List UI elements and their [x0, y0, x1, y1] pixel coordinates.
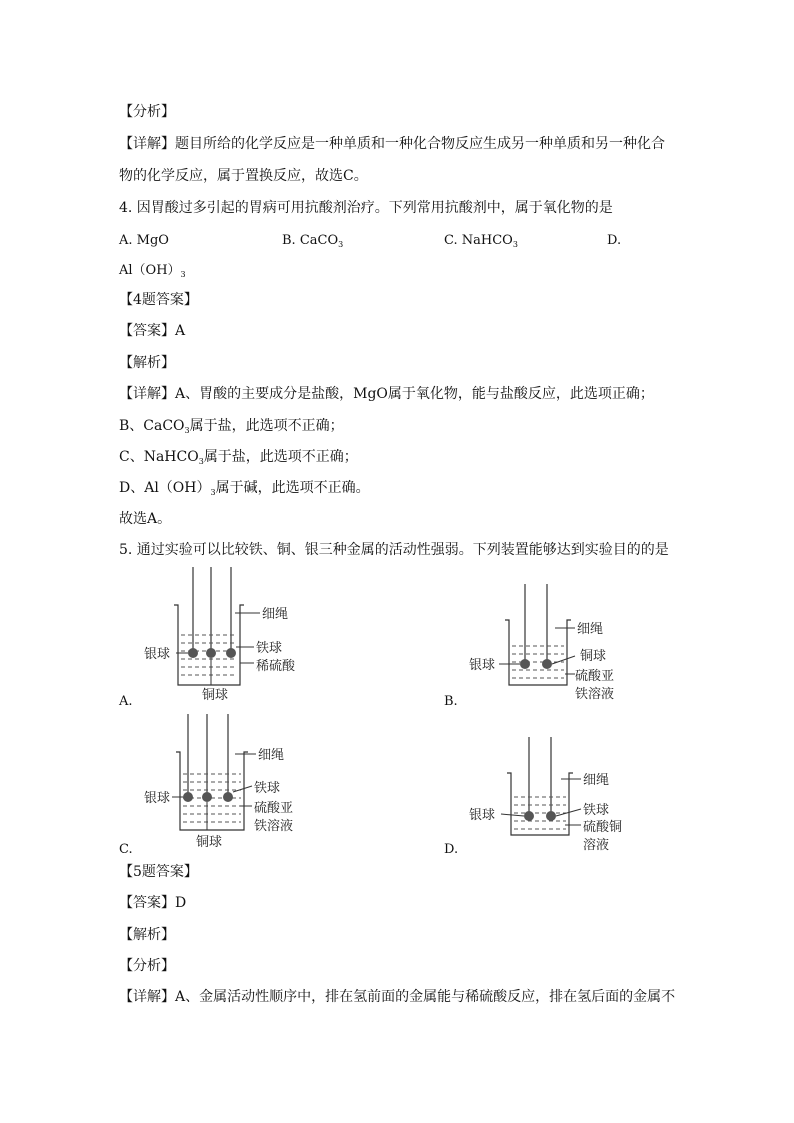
q5-option-c: C. [119, 842, 133, 857]
label-iron-d: 铁球 [583, 803, 610, 818]
label-copper-b: 铜球 [580, 649, 607, 664]
iron-ball-d [546, 811, 556, 821]
q4-option-a: A. MgO [119, 233, 169, 248]
q5-analysis-heading: 【解析】 [119, 927, 175, 943]
diagram-d [465, 735, 645, 860]
q5-fenxi-heading: 【分析】 [119, 958, 175, 974]
beaker-d [507, 773, 573, 835]
q5-option-b: B. [444, 694, 458, 709]
q4-detail-d: D、$Al(OH)_3$属于碱，此选项不正确。 [119, 480, 370, 497]
label-silver-d: 银球 [469, 808, 496, 823]
label-silver-a: 银球 [144, 647, 171, 662]
diagram-b [465, 580, 645, 710]
label-solution-b-2: 铁溶液 [575, 687, 615, 702]
diagram-a [140, 565, 320, 705]
q5-answer: 【答案】D [119, 895, 187, 911]
diagram-c [140, 712, 320, 857]
iron-ball-c [223, 792, 233, 802]
question-5: 5. 通过实验可以比较铁、铜、银三种金属的活动性强弱。下列装置能够达到实验目的的是 [119, 542, 669, 558]
q5-detail-a: 【详解】A、金属活动性顺序中，排在氢前面的金属能与稀硫酸反应，排在氢后面的金属不 [119, 989, 676, 1005]
q4-option-d-formula: $Al(OH)_3$ [119, 263, 186, 279]
analysis-heading: 【分析】 [119, 104, 175, 120]
q4-option-d: D. [607, 233, 622, 248]
label-copper-a: 铜球 [202, 688, 229, 703]
label-solution-b-1: 硫酸亚 [575, 669, 615, 684]
label-rope-d: 细绳 [583, 773, 610, 788]
q4-detail-b: B、CaCO$_3$属于盐，此选项不正确； [119, 418, 344, 435]
q4-answer-heading: 【4题答案】 [119, 292, 198, 308]
beaker-a [174, 605, 244, 685]
copper-ball-a [206, 648, 216, 658]
label-solution-c-2: 铁溶液 [254, 819, 294, 834]
label-solution-c-1: 硫酸亚 [254, 801, 294, 816]
label-copper-c: 铜球 [196, 835, 223, 850]
q5-option-d: D. [444, 842, 459, 857]
liquid-b [512, 646, 564, 678]
label-rope-a: 细绳 [262, 607, 289, 622]
q4-detail-a: 【详解】A、胃酸的主要成分是盐酸，MgO属于氧化物，能与盐酸反应，此选项正确； [119, 386, 654, 402]
q4-option-c: C. NaHCO$_3$ [444, 233, 518, 249]
silver-ball-d [524, 811, 534, 821]
label-solution-a: 稀硫酸 [256, 659, 296, 674]
q5-option-a: A. [119, 694, 133, 709]
silver-ball-c [183, 792, 193, 802]
q4-conclusion: 故选A。 [119, 511, 172, 527]
q5-answer-heading: 【5题答案】 [119, 864, 198, 880]
label-iron-a: 铁球 [256, 641, 283, 656]
liquid-d [514, 797, 566, 829]
silver-ball-a [188, 648, 198, 658]
q4-answer: 【答案】A [119, 323, 186, 339]
silver-ball-b [520, 659, 530, 669]
label-solution-d-2: 溶液 [583, 838, 610, 853]
copper-ball-b [542, 659, 552, 669]
q4-option-b: B. CaCO$_3$ [282, 233, 344, 249]
q4-analysis-heading: 【解析】 [119, 355, 175, 371]
detail-line-2: 物的化学反应，属于置换反应，故选C。 [119, 168, 368, 184]
detail-line-1: 【详解】题目所给的化学反应是一种单质和一种化合物反应生成另一种单质和另一种化合 [119, 136, 665, 152]
label-iron-c: 铁球 [254, 781, 281, 796]
label-rope-c: 细绳 [258, 748, 285, 763]
copper-ball-c [202, 792, 212, 802]
label-solution-d-1: 硫酸铜 [583, 820, 623, 835]
question-4: 4. 因胃酸过多引起的胃病可用抗酸剂治疗。下列常用抗酸剂中，属于氧化物的是 [119, 200, 613, 216]
label-rope-b: 细绳 [577, 622, 604, 637]
label-silver-b: 银球 [469, 658, 496, 673]
label-silver-c: 银球 [144, 791, 171, 806]
iron-ball-a [226, 648, 236, 658]
beaker-b [505, 620, 571, 685]
q4-detail-c: C、NaHCO$_3$属于盐，此选项不正确； [119, 449, 358, 466]
